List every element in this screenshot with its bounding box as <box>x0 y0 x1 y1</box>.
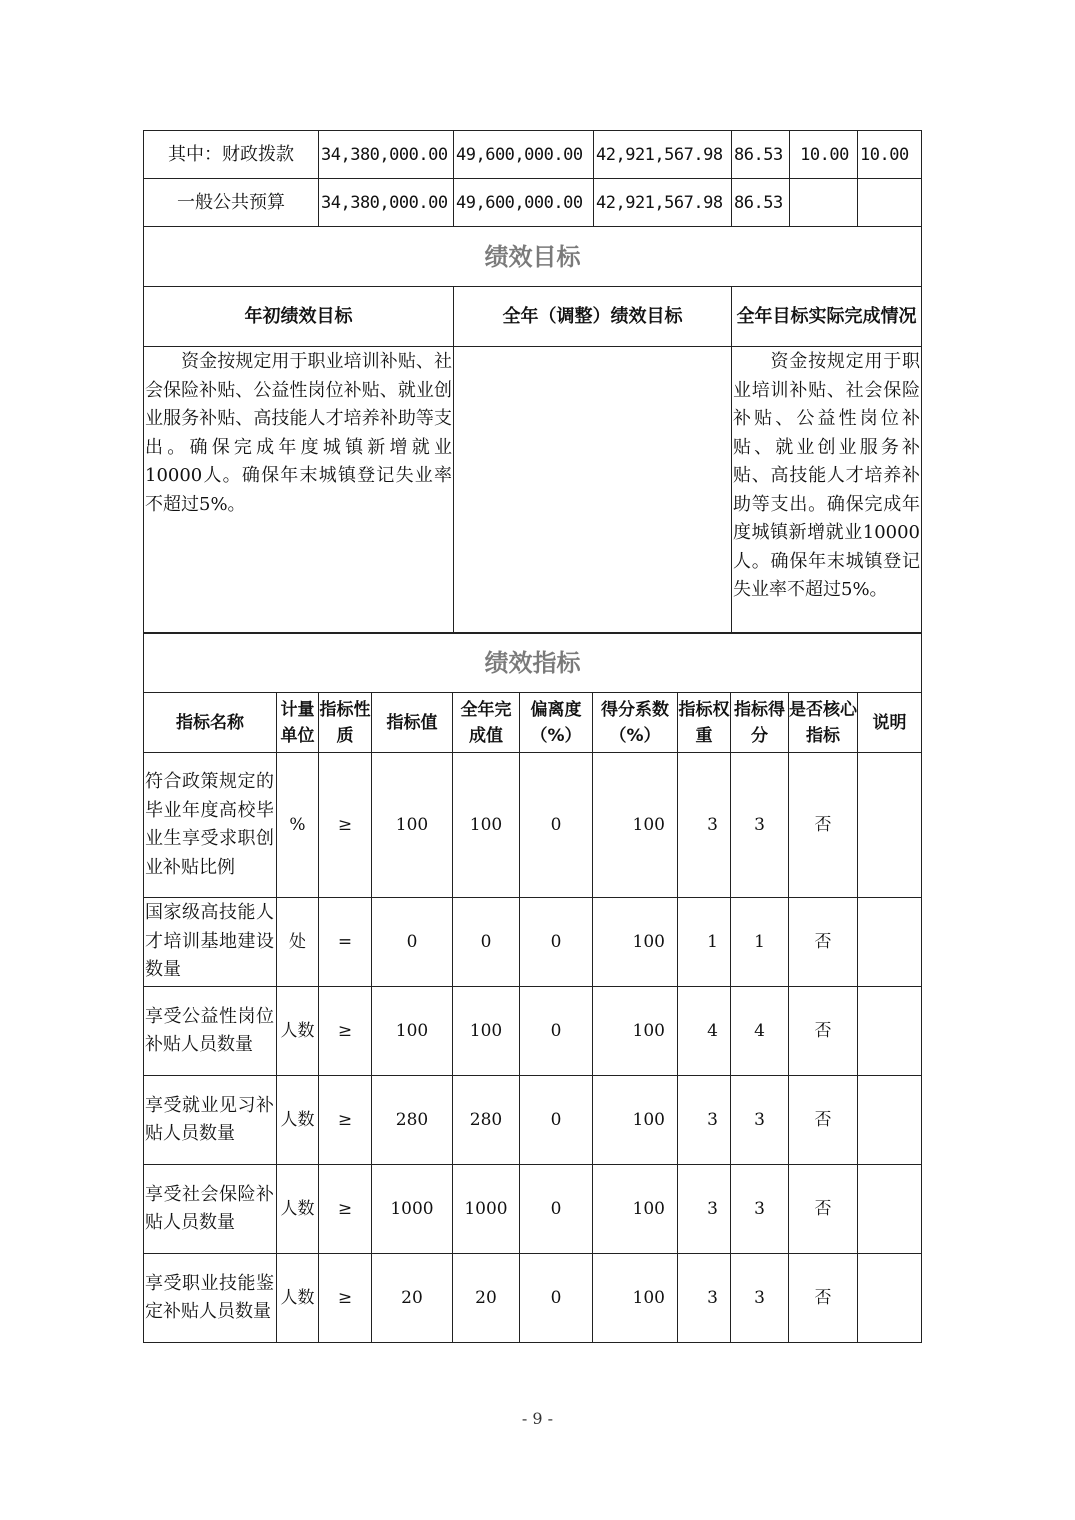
actual-completion-text: 资金按规定用于职业培训补贴、社会保险补贴、公益性岗位补贴、就业创业服务补贴、高技能人才培养补助等支出。确保完成年度城镇新增就业10000人。确保年末城镇登记失业率不超过5%。 <box>732 347 922 634</box>
page-number: - 9 - <box>521 1409 554 1428</box>
adjusted-goal-text <box>454 347 732 634</box>
target-value: 100 <box>372 987 453 1076</box>
indicator-name: 享受公益性岗位补贴人员数量 <box>144 987 277 1076</box>
header-weight: 指标权重 <box>678 693 731 753</box>
actual-value: 20 <box>453 1254 520 1343</box>
budget-full: 49,600,000.00 <box>454 179 594 227</box>
goals-table <box>143 226 922 634</box>
nature: = <box>319 898 372 987</box>
deviation: 0 <box>520 1076 593 1165</box>
score: 3 <box>731 1076 789 1165</box>
executed-amount: 42,921,567.98 <box>594 131 732 179</box>
head-actual-completion: 全年目标实际完成情况 <box>732 287 922 347</box>
indicators-table <box>143 632 922 1343</box>
score-coefficient: 100 <box>593 1165 678 1254</box>
head-adjusted-goal: 全年（调整）绩效目标 <box>454 287 732 347</box>
target-value: 0 <box>372 898 453 987</box>
note <box>858 987 922 1076</box>
core-indicator: 否 <box>789 1165 858 1254</box>
score: 3 <box>731 753 789 898</box>
core-indicator: 否 <box>789 753 858 898</box>
header-coefficient: 得分系数（%） <box>593 693 678 753</box>
header-score: 指标得分 <box>731 693 789 753</box>
funding-score <box>858 179 922 227</box>
score: 4 <box>731 987 789 1076</box>
funding-weight <box>790 179 858 227</box>
unit: 处 <box>277 898 319 987</box>
actual-value: 100 <box>453 753 520 898</box>
indicator-name: 符合政策规定的毕业年度高校毕业生享受求职创业补贴比例 <box>144 753 277 898</box>
deviation: 0 <box>520 1165 593 1254</box>
nature: ≥ <box>319 1076 372 1165</box>
deviation: 0 <box>520 987 593 1076</box>
core-indicator: 否 <box>789 987 858 1076</box>
deviation: 0 <box>520 1254 593 1343</box>
score: 1 <box>731 898 789 987</box>
budget-full: 49,600,000.00 <box>454 131 594 179</box>
indicators-section-title: 绩效指标 <box>144 633 922 693</box>
target-value: 20 <box>372 1254 453 1343</box>
score: 3 <box>731 1165 789 1254</box>
score: 3 <box>731 1254 789 1343</box>
head-initial-goal: 年初绩效目标 <box>144 287 454 347</box>
weight: 3 <box>678 1076 731 1165</box>
indicator-name: 享受职业技能鉴定补贴人员数量 <box>144 1254 277 1343</box>
nature: ≥ <box>319 753 372 898</box>
indicator-name: 享受就业见习补贴人员数量 <box>144 1076 277 1165</box>
weight: 3 <box>678 1254 731 1343</box>
funding-row <box>144 179 922 227</box>
indicator-row <box>144 1165 922 1254</box>
nature: ≥ <box>319 987 372 1076</box>
goals-section-title: 绩效目标 <box>144 227 922 287</box>
core-indicator: 否 <box>789 1254 858 1343</box>
unit: 人数 <box>277 1165 319 1254</box>
header-core: 是否核心指标 <box>789 693 858 753</box>
core-indicator: 否 <box>789 898 858 987</box>
unit: 人数 <box>277 987 319 1076</box>
target-value: 280 <box>372 1076 453 1165</box>
unit: % <box>277 753 319 898</box>
executed-amount: 42,921,567.98 <box>594 179 732 227</box>
actual-value: 100 <box>453 987 520 1076</box>
indicator-name: 国家级高技能人才培训基地建设数量 <box>144 898 277 987</box>
funding-score: 10.00 <box>858 131 922 179</box>
unit: 人数 <box>277 1254 319 1343</box>
funding-label: 其中：财政拨款 <box>144 131 319 179</box>
funding-weight: 10.00 <box>790 131 858 179</box>
score-coefficient: 100 <box>593 987 678 1076</box>
indicator-name: 享受社会保险补贴人员数量 <box>144 1165 277 1254</box>
funding-table <box>143 130 922 227</box>
header-nature: 指标性质 <box>319 693 372 753</box>
target-value: 1000 <box>372 1165 453 1254</box>
score-coefficient: 100 <box>593 1254 678 1343</box>
header-actual: 全年完成值 <box>453 693 520 753</box>
score-coefficient: 100 <box>593 753 678 898</box>
deviation: 0 <box>520 753 593 898</box>
indicator-row <box>144 898 922 987</box>
score-coefficient: 100 <box>593 898 678 987</box>
header-target: 指标值 <box>372 693 453 753</box>
indicator-row <box>144 753 922 898</box>
initial-goal-text: 资金按规定用于职业培训补贴、社会保险补贴、公益性岗位补贴、就业创业服务补贴、高技能人才培养补助等支出。确保完成年度城镇新增就业10000人。确保年末城镇登记失业率不超过5%。 <box>144 347 454 634</box>
weight: 1 <box>678 898 731 987</box>
nature: ≥ <box>319 1254 372 1343</box>
deviation: 0 <box>520 898 593 987</box>
note <box>858 898 922 987</box>
header-note: 说明 <box>858 693 922 753</box>
indicator-row <box>144 987 922 1076</box>
budget-initial: 34,380,000.00 <box>319 131 454 179</box>
actual-value: 280 <box>453 1076 520 1165</box>
indicator-row <box>144 1254 922 1343</box>
header-indicator-name: 指标名称 <box>144 693 277 753</box>
note <box>858 1165 922 1254</box>
header-unit: 计量单位 <box>277 693 319 753</box>
indicator-header-row <box>144 693 922 753</box>
note <box>858 753 922 898</box>
weight: 4 <box>678 987 731 1076</box>
unit: 人数 <box>277 1076 319 1165</box>
core-indicator: 否 <box>789 1076 858 1165</box>
note <box>858 1076 922 1165</box>
header-deviation: 偏离度（%） <box>520 693 593 753</box>
funding-row <box>144 131 922 179</box>
score-coefficient: 100 <box>593 1076 678 1165</box>
actual-value: 0 <box>453 898 520 987</box>
execution-rate: 86.53 <box>732 131 790 179</box>
nature: ≥ <box>319 1165 372 1254</box>
note <box>858 1254 922 1343</box>
funding-label: 一般公共预算 <box>144 179 319 227</box>
weight: 3 <box>678 753 731 898</box>
budget-initial: 34,380,000.00 <box>319 179 454 227</box>
indicator-row <box>144 1076 922 1165</box>
weight: 3 <box>678 1165 731 1254</box>
actual-value: 1000 <box>453 1165 520 1254</box>
execution-rate: 86.53 <box>732 179 790 227</box>
target-value: 100 <box>372 753 453 898</box>
